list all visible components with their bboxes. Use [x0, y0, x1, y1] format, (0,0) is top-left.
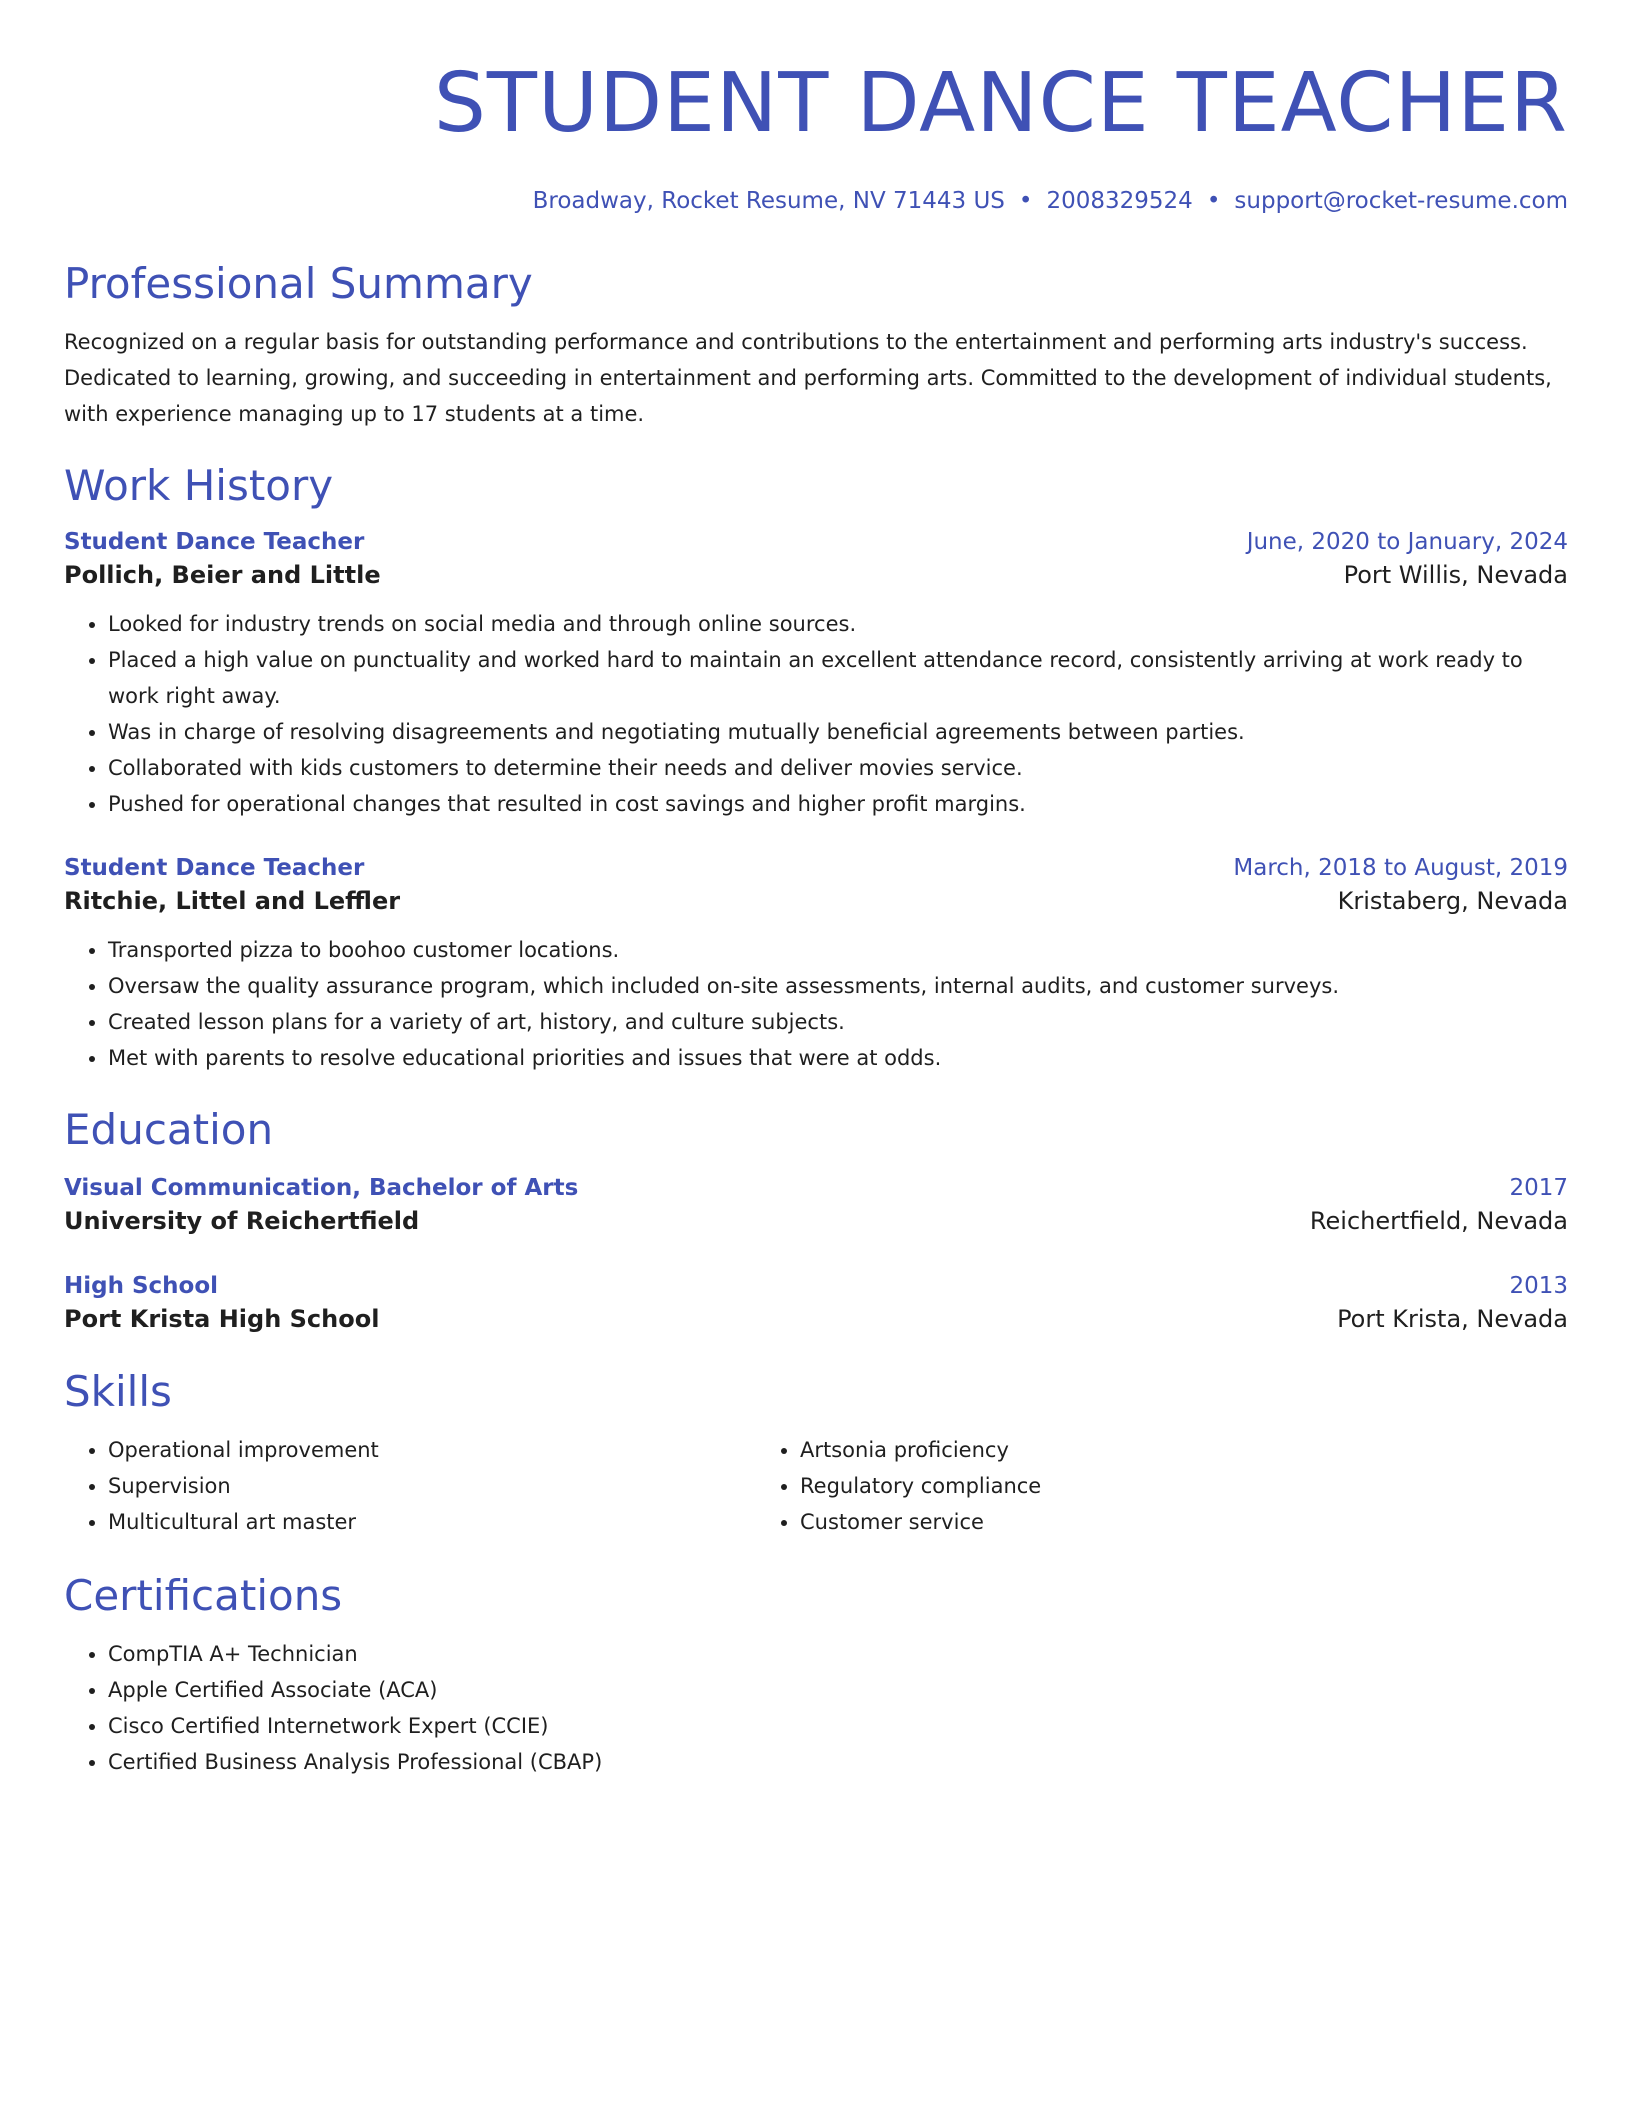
- skill-item: • Multicultural art master: [108, 1504, 756, 1540]
- job-bullet: • Met with parents to resolve educational priorities and issues that were at odds.: [108, 1040, 1568, 1076]
- education-degree: High School: [64, 1273, 219, 1299]
- job-entry: [64, 526, 1568, 822]
- education-entry: [64, 1172, 1568, 1238]
- contact-email[interactable]: support@rocket-resume.com: [1234, 188, 1568, 214]
- certification-item: • Cisco Certified Internetwork Expert (CCIE): [108, 1708, 1568, 1744]
- certification-item: • Certified Business Analysis Professional (CBAP): [108, 1744, 1568, 1780]
- skill-item: • Supervision: [108, 1468, 756, 1504]
- certification-item: • Apple Certified Associate (ACA): [108, 1672, 1568, 1708]
- education-school-row: [64, 1204, 1568, 1238]
- skill-item: • Customer service: [800, 1504, 1448, 1540]
- education-year: 2013: [1509, 1273, 1568, 1299]
- resume-title: STUDENT DANCE TEACHER: [433, 56, 1568, 151]
- job-location: Kristaberg, Nevada: [1337, 887, 1568, 915]
- skill-item: • Operational improvement: [108, 1432, 756, 1468]
- job-bullet: • Pushed for operational changes that resulted in cost savings and higher profit margins.: [108, 786, 1568, 822]
- certifications-list: [64, 1636, 1568, 1780]
- summary-text: Recognized on a regular basis for outstanding performance and contributions to the entertainment and performing arts industry's success. Dedicated to learning, growing, and succeeding in entertainment and performing arts. Committed to the development of individual students, with experience managing up to 17 students at a time.: [64, 330, 1552, 426]
- job-bullet: • Placed a high value on punctuality and worked hard to maintain an excellent attendance record, consistently arriving at work ready to work right away.: [108, 642, 1568, 714]
- education-year: 2017: [1509, 1175, 1568, 1201]
- job-bullet: • Collaborated with kids customers to determine their needs and deliver movies service.: [108, 750, 1568, 786]
- certification-item: • CompTIA A+ Technician: [108, 1636, 1568, 1672]
- work-history-heading: Work History: [64, 461, 334, 510]
- skills-list-left: [64, 1432, 756, 1540]
- job-header-row: [64, 852, 1568, 884]
- job-bullet: • Transported pizza to boohoo customer locations.: [108, 932, 1568, 968]
- education-heading: Education: [64, 1105, 274, 1154]
- job-title: Student Dance Teacher: [64, 529, 365, 555]
- job-bullet: • Created lesson plans for a variety of art, history, and culture subjects.: [108, 1004, 1568, 1040]
- job-company: Pollich, Beier and Little: [64, 561, 381, 589]
- job-header-row: [64, 526, 1568, 558]
- skill-item: • Regulatory compliance: [800, 1468, 1448, 1504]
- job-company-row: [64, 884, 1568, 918]
- education-school: Port Krista High School: [64, 1305, 380, 1333]
- education-header-row: [64, 1172, 1568, 1204]
- job-company-row: [64, 558, 1568, 592]
- job-bullet: • Was in charge of resolving disagreements and negotiating mutually beneficial agreements between parties.: [108, 714, 1568, 750]
- education-header-row: [64, 1270, 1568, 1302]
- certifications-heading: Certifications: [64, 1571, 343, 1620]
- job-bullets: [64, 606, 1568, 822]
- job-bullets: [64, 932, 1568, 1076]
- education-location: Port Krista, Nevada: [1337, 1305, 1568, 1333]
- education-location: Reichertfield, Nevada: [1309, 1207, 1568, 1235]
- education-school: University of Reichertfield: [64, 1207, 420, 1235]
- education-entry: [64, 1270, 1568, 1336]
- contact-separator: •: [1206, 188, 1221, 214]
- contact-separator: •: [1018, 188, 1033, 214]
- education-degree: Visual Communication, Bachelor of Arts: [64, 1175, 579, 1201]
- contact-phone: 2008329524: [1046, 188, 1193, 214]
- job-bullet: • Looked for industry trends on social media and through online sources.: [108, 606, 1568, 642]
- contact-address: Broadway, Rocket Resume, NV 71443 US: [532, 188, 1005, 214]
- skill-item: • Artsonia proficiency: [800, 1432, 1448, 1468]
- job-location: Port Willis, Nevada: [1343, 561, 1568, 589]
- summary-heading: Professional Summary: [64, 259, 533, 308]
- skills-columns: [64, 1432, 1568, 1540]
- skills-heading: Skills: [64, 1367, 172, 1416]
- job-dates: March, 2018 to August, 2019: [1233, 855, 1568, 881]
- job-bullet: • Oversaw the quality assurance program, which included on-site assessments, internal audits, and customer surveys.: [108, 968, 1568, 1004]
- job-entry: [64, 852, 1568, 1076]
- contact-line: [64, 186, 1568, 216]
- skills-list-right: [756, 1432, 1448, 1540]
- job-company: Ritchie, Littel and Leffler: [64, 887, 401, 915]
- education-school-row: [64, 1302, 1568, 1336]
- job-title: Student Dance Teacher: [64, 855, 365, 881]
- job-dates: June, 2020 to January, 2024: [1246, 529, 1568, 555]
